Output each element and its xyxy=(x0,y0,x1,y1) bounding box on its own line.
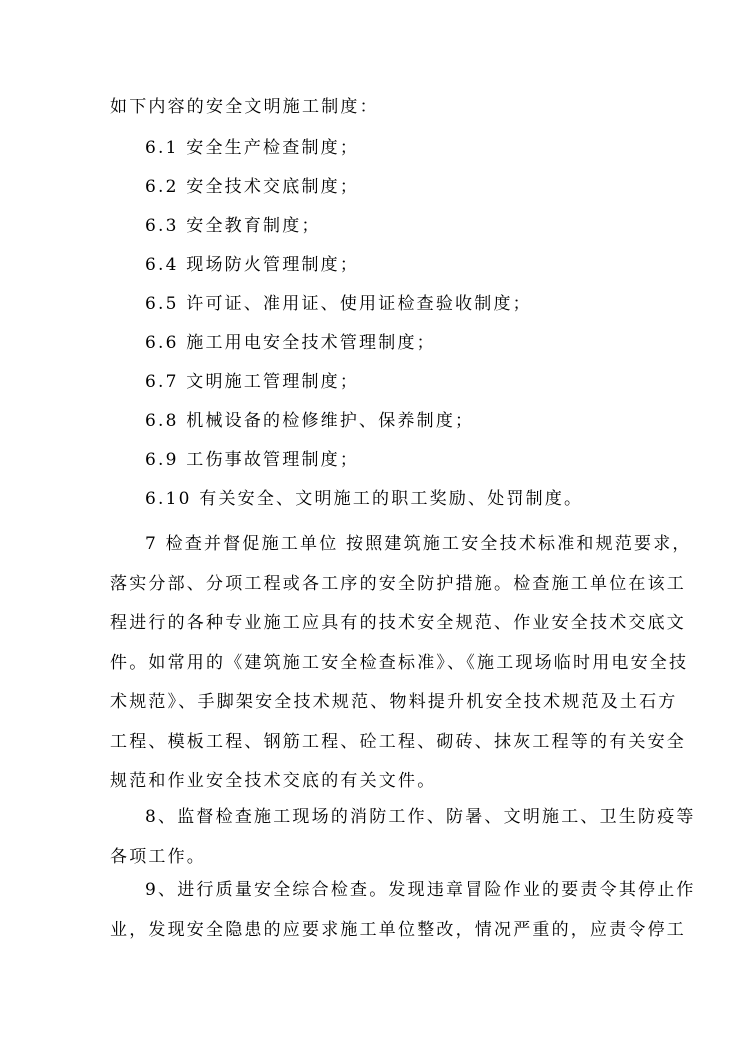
paragraph-line: 规范和作业安全技术交底的有关文件。 xyxy=(110,771,437,791)
paragraph-9 xyxy=(110,871,696,950)
list-item: 6.6 施工用电安全技术管理制度； xyxy=(145,333,436,353)
paragraph-line: 程进行的各种专业施工应具有的技术安全规范、作业安全技术交底文 xyxy=(110,613,686,633)
list-item: 6.4 现场防火管理制度； xyxy=(145,255,360,275)
list-item: 6.1 安全生产检查制度； xyxy=(145,138,360,158)
paragraph-line: 件。如常用的《建筑施工安全检查标准》、《施工现场临时用电安全技 xyxy=(110,652,689,673)
list-item: 6.10 有关安全、文明施工的职工奖励、处罚制度。 xyxy=(145,489,584,509)
list-item: 6.3 安全教育制度； xyxy=(145,216,321,236)
list-item: 6.8 机械设备的检修维护、保养制度； xyxy=(145,411,475,431)
intro-line: 如下内容的安全文明施工制度： xyxy=(110,97,379,117)
paragraph-line: 工程、模板工程、钢筋工程、砼工程、砌砖、抹灰工程等的有关安全 xyxy=(110,731,686,752)
paragraph-line: 9、进行质量安全综合检查。发现违章冒险作业的要责令其停止作 xyxy=(145,880,696,900)
list-item: 6.2 安全技术交底制度； xyxy=(145,177,360,197)
list-item: 6.5 许可证、准用证、使用证检查验收制度； xyxy=(145,294,532,314)
paragraph-line: 业，发现安全隐患的应要求施工单位整改，情况严重的，应责令停工 xyxy=(110,919,686,940)
list-item: 6.9 工伤事故管理制度； xyxy=(145,450,360,470)
paragraph-line: 各项工作。 xyxy=(110,846,206,867)
paragraph-line: 7 检查并督促施工单位 按照建筑施工安全技术标准和规范要求， xyxy=(145,534,692,554)
paragraph-line: 术规范》、手脚架安全技术规范、物料提升机安全技术规范及土石方 xyxy=(110,692,678,712)
paragraph-line: 落实分部、分项工程或各工序的安全防护措施。检查施工单位在该工 xyxy=(110,573,686,594)
list-item: 6.7 文明施工管理制度； xyxy=(145,372,360,392)
paragraph-8 xyxy=(110,798,696,877)
paragraph-7 xyxy=(110,525,692,802)
paragraph-line: 8、监督检查施工现场的消防工作、防暑、文明施工、卫生防疫等 xyxy=(145,807,696,827)
